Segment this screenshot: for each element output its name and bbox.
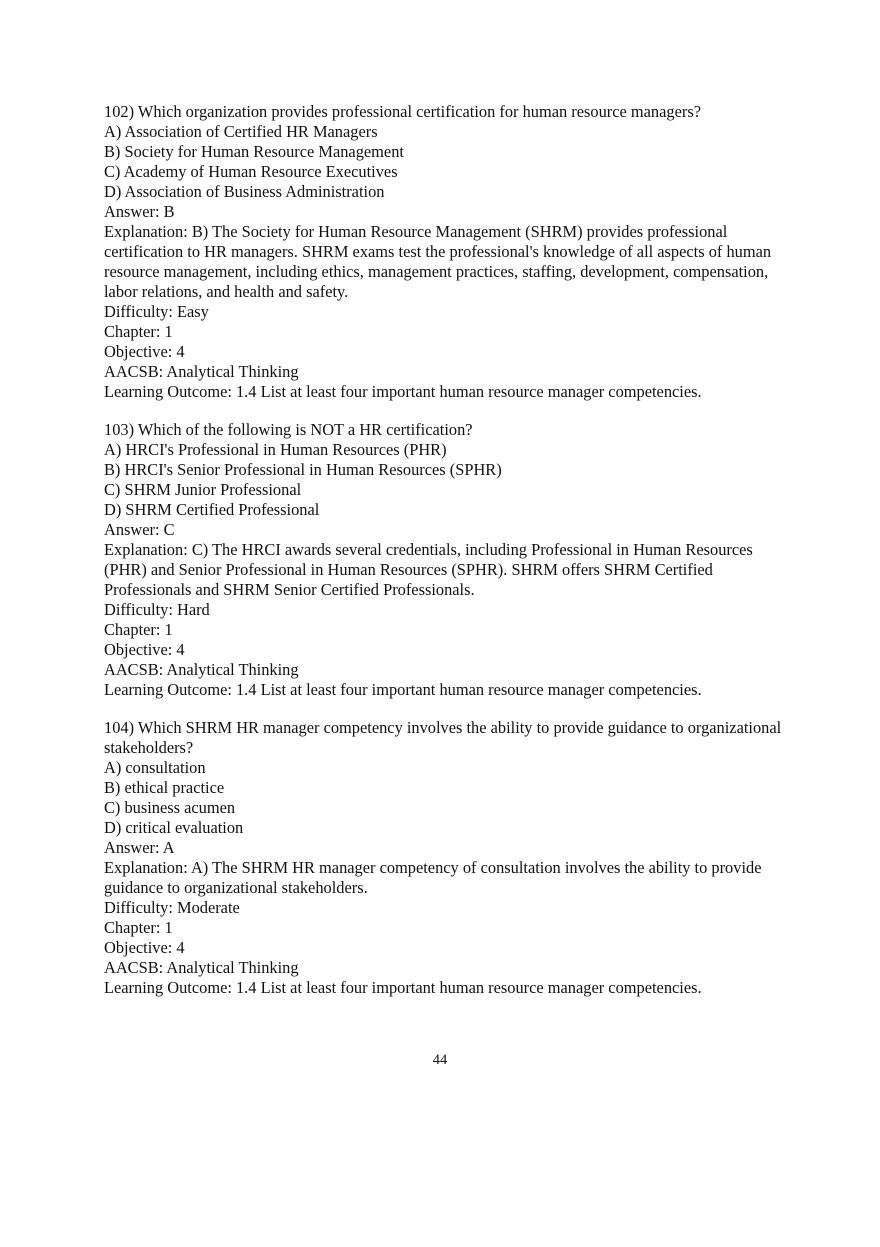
- option-d: D) critical evaluation: [104, 818, 244, 837]
- explanation: Explanation: A) The SHRM HR manager competency of consultation involves the ability to provide guidance to organizational stakeholders.: [104, 858, 762, 897]
- explanation: Explanation: B) The Society for Human Resource Management (SHRM) provides professional certification to HR managers. SHRM exams test the professional's knowledge of all aspects of human resource management, including ethics, management practices, staffing, development, compensation, labor relations, and health and safety.: [104, 222, 772, 301]
- chapter: Chapter: 1: [104, 918, 173, 937]
- objective: Objective: 4: [104, 640, 185, 659]
- question-block-104: [104, 718, 784, 998]
- learning-outcome: Learning Outcome: 1.4 List at least four important human resource manager competencies.: [104, 382, 702, 401]
- option-a: A) Association of Certified HR Managers: [104, 122, 378, 141]
- option-c: C) SHRM Junior Professional: [104, 480, 302, 499]
- aacsb: AACSB: Analytical Thinking: [104, 958, 299, 977]
- option-c: C) Academy of Human Resource Executives: [104, 162, 398, 181]
- aacsb: AACSB: Analytical Thinking: [104, 362, 299, 381]
- objective: Objective: 4: [104, 342, 185, 361]
- explanation: Explanation: C) The HRCI awards several credentials, including Professional in Human Resources (PHR) and Senior Professional in Human Resources (SPHR). SHRM offers SHRM Certified Professionals and SHRM Senior Certified Professionals.: [104, 540, 753, 599]
- objective: Objective: 4: [104, 938, 185, 957]
- option-b: B) ethical practice: [104, 778, 225, 797]
- option-c: C) business acumen: [104, 798, 236, 817]
- difficulty: Difficulty: Easy: [104, 302, 209, 321]
- learning-outcome: Learning Outcome: 1.4 List at least four important human resource manager competencies.: [104, 978, 702, 997]
- question-stem: 103) Which of the following is NOT a HR certification?: [104, 420, 473, 439]
- answer: Answer: B: [104, 202, 175, 221]
- question-stem: 102) Which organization provides professional certification for human resource managers?: [104, 102, 701, 121]
- option-d: D) SHRM Certified Professional: [104, 500, 320, 519]
- question-block-103: [104, 420, 784, 700]
- chapter: Chapter: 1: [104, 322, 173, 341]
- option-d: D) Association of Business Administration: [104, 182, 385, 201]
- learning-outcome: Learning Outcome: 1.4 List at least four important human resource manager competencies.: [104, 680, 702, 699]
- aacsb: AACSB: Analytical Thinking: [104, 660, 299, 679]
- option-a: A) consultation: [104, 758, 206, 777]
- document-page: [104, 102, 784, 1016]
- option-a: A) HRCI's Professional in Human Resources (PHR): [104, 440, 447, 459]
- page-number: 44: [432, 1052, 448, 1068]
- answer: Answer: C: [104, 520, 175, 539]
- chapter: Chapter: 1: [104, 620, 173, 639]
- option-b: B) Society for Human Resource Management: [104, 142, 404, 161]
- question-stem: 104) Which SHRM HR manager competency involves the ability to provide guidance to organizational stakeholders?: [104, 718, 782, 757]
- difficulty: Difficulty: Hard: [104, 600, 210, 619]
- difficulty: Difficulty: Moderate: [104, 898, 240, 917]
- answer: Answer: A: [104, 838, 175, 857]
- option-b: B) HRCI's Senior Professional in Human Resources (SPHR): [104, 460, 502, 479]
- question-block-102: [104, 102, 784, 402]
